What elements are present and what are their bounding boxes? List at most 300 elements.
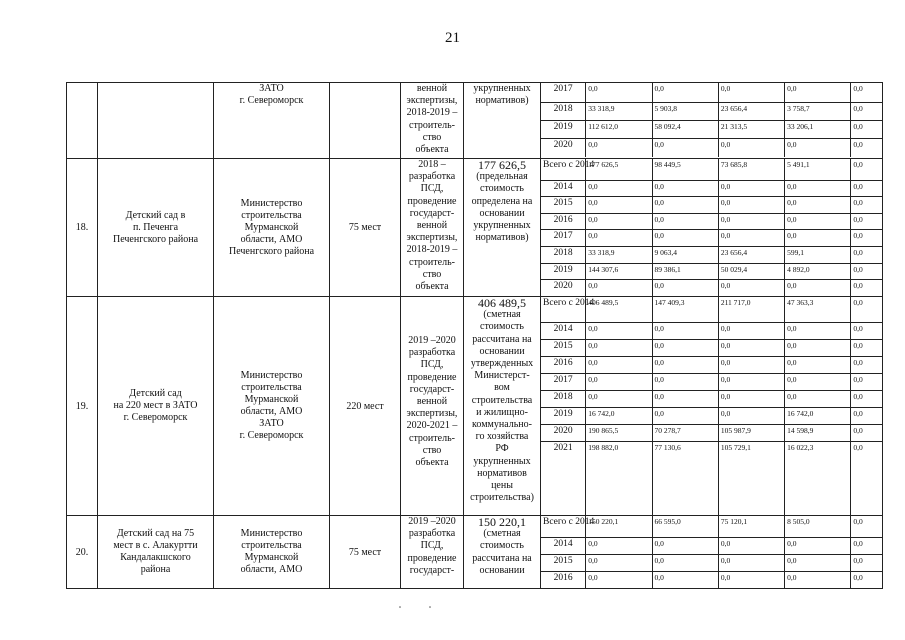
year-breakdown [541,297,882,515]
period [401,83,464,159]
year-value: 5 903,8 [652,102,718,120]
year-row [541,229,882,246]
year-value: 0,0 [718,554,784,571]
year-row [541,297,882,322]
period-line: 2018-2019 – [406,244,458,256]
year-row [541,83,882,102]
period-line: разработка [408,528,456,540]
cost-line: рассчитана на [472,552,532,564]
year-value: 0,0 [853,280,863,290]
name-line: Печенгского района [112,233,199,245]
year-label: 2019 [541,407,586,424]
name-line: на 220 мест в ЗАТО [113,400,198,411]
period-line: государст- [409,383,455,395]
customer-line: Мурманской [244,394,299,405]
cost-line: (сметная [483,528,521,540]
cost-line: го хозяйства [475,431,529,443]
customer-line: строительства [241,209,302,221]
period-line: ство [422,131,442,143]
period-line: ство [422,268,442,280]
customer-line: Печенгского района [228,245,315,257]
year-value: 23 656,4 [718,246,784,263]
year-value: 0,0 [718,407,784,424]
period-line: венной [416,396,448,408]
period-line: венной [416,220,448,232]
year-value: 0,0 [853,572,863,582]
year-value: 98 449,5 [652,159,718,180]
year-value: 0,0 [851,83,882,102]
year-value: 58 092,4 [652,120,718,138]
year-value: 0,0 [718,339,784,356]
year-value: 70 278,7 [652,424,718,441]
year-label: 2018 [541,102,586,120]
year-row [541,213,882,229]
year-row [541,138,882,157]
cost-line: укрупненных [473,83,531,94]
year-label: 2017 [541,373,586,390]
period-line: ПСД, [420,540,444,552]
year-value: 0,0 [718,196,784,213]
year-label: 2016 [541,213,586,229]
year-value: 0,0 [785,229,851,246]
year-value: 0,0 [652,229,718,246]
row-number [67,83,98,159]
period-line: разработка [408,171,456,183]
period-line: проведение [407,552,457,564]
year-row [541,424,882,441]
year-value: 0,0 [652,407,718,424]
cost-line: утвержденных [470,358,534,370]
year-label: 2016 [541,571,586,588]
cost-line: стоимость [480,540,524,552]
capacity [330,83,401,159]
year-value: 0,0 [851,297,882,322]
cost-line: и жилищно- [476,406,528,418]
year-value: 0,0 [785,279,851,296]
customer-line: г. Североморск [239,430,304,441]
year-value: 5 491,1 [785,159,851,180]
customer-line: Министерство [240,197,303,209]
year-value: 190 865,5 [586,424,652,441]
year-value: 0,0 [718,180,784,196]
year-breakdown [541,83,882,157]
cost-line: строительства [471,394,533,406]
year-value: 0,0 [785,138,851,157]
table-row [67,297,883,516]
years-cell [541,516,883,589]
object-name [98,297,214,516]
cost-line: стоимость [480,183,524,195]
year-value: 0,0 [586,229,652,246]
scan-dots [350,603,550,611]
period-line: строитель- [409,119,455,131]
year-value: 0,0 [586,196,652,213]
year-value: 0,0 [586,356,652,373]
year-value: 150 220,1 [586,516,652,537]
year-value: 89 386,1 [652,263,718,279]
cost-line: цены [491,480,513,492]
name-line: Детский сад на 75 [116,528,195,539]
year-value: 0,0 [586,571,652,588]
period-line: проведение [407,371,457,383]
year-value: 9 063,4 [652,246,718,263]
period-line: 2019 –2020 [408,516,456,527]
period-line: разработка [408,347,456,359]
year-value: 4 892,0 [785,263,851,279]
year-row [541,102,882,120]
year-value: 73 685,8 [718,159,784,180]
year-breakdown [541,159,882,296]
year-row [541,441,882,515]
year-value: 50 029,4 [718,263,784,279]
year-value: 112 612,0 [586,120,652,138]
year-value: 0,0 [718,537,784,554]
year-value: 105 987,9 [718,424,784,441]
year-label: 2015 [541,196,586,213]
year-value: 0,0 [851,263,882,279]
period-line: строитель- [409,432,455,444]
row-number: 20. [67,516,98,589]
year-value: 0,0 [586,339,652,356]
year-value: 0,0 [652,390,718,407]
cost-line: основании [479,207,525,219]
year-value: 0,0 [652,571,718,588]
period-line: ПСД, [420,183,444,195]
customer [214,297,330,516]
period [401,516,464,589]
year-row [541,196,882,213]
year-value: 16 742,0 [785,407,851,424]
cost-line: коммунально- [472,419,532,431]
year-value: 16 742,0 [586,407,652,424]
period-line: экспертизы, [406,95,458,107]
year-row [541,390,882,407]
period-line: ство [422,444,442,456]
year-label: 2014 [541,180,586,196]
year-value: 0,0 [652,356,718,373]
year-value: 105 729,1 [718,441,784,515]
cost-total: 150 220,1 [478,515,526,529]
period-line: венной [416,83,448,94]
year-row [541,322,882,339]
year-label: 2015 [541,554,586,571]
customer [214,83,330,159]
period-line: государст- [409,564,455,576]
cost-line: вом [494,382,510,394]
year-label: 2021 [541,441,586,515]
year-row [541,120,882,138]
period-line: экспертизы, [406,408,458,420]
year-value: 0,0 [785,571,851,588]
year-breakdown [541,516,882,588]
year-value: 0,0 [652,373,718,390]
customer-line: строительства [241,540,302,551]
year-label: Всего с 2014 [541,159,586,180]
year-value: 16 022,3 [785,441,851,515]
cost-line: (предельная [476,171,528,183]
year-value: 33 206,1 [785,120,851,138]
year-value: 3 758,7 [785,102,851,120]
cost-line: основании [479,345,525,357]
customer [214,159,330,297]
year-value: 0,0 [586,322,652,339]
year-value: 0,0 [718,571,784,588]
year-label: 2017 [541,229,586,246]
year-value: 0,0 [785,373,851,390]
year-value: 0,0 [586,537,652,554]
year-value: 8 505,0 [785,516,851,537]
cost-line: рассчитана на [472,333,532,345]
row-number: 19. [67,297,98,516]
year-value: 0,0 [586,373,652,390]
name-line: Детский сад [129,388,182,399]
year-value: 0,0 [853,442,863,452]
years-cell [541,159,883,297]
year-value: 0,0 [718,390,784,407]
cost-line: укрупненных [473,455,531,467]
year-value: 0,0 [586,83,652,102]
row-number: 18. [67,159,98,297]
year-value: 0,0 [652,322,718,339]
cost [464,297,541,516]
year-value: 0,0 [851,213,882,229]
customer-line: Министерство [240,370,303,381]
year-value: 0,0 [851,229,882,246]
cost-line: основании [479,564,525,576]
name-line: Детский сад в [125,209,186,221]
customer-line: области, АМО [240,233,303,245]
year-value: 0,0 [785,356,851,373]
year-value: 0,0 [652,83,718,102]
cost [464,83,541,159]
name-line: района [140,564,171,575]
customer-line: Мурманской [244,221,299,233]
year-value: 0,0 [851,196,882,213]
year-value: 77 130,6 [652,441,718,515]
year-value: 0,0 [851,246,882,263]
capacity: 220 мест [330,297,401,516]
year-value: 0,0 [586,390,652,407]
cost-line: укрупненных [473,220,531,232]
cost-line: строительства) [470,492,534,504]
year-value: 33 318,9 [586,246,652,263]
customer-line: строительства [241,382,302,393]
year-value: 0,0 [851,180,882,196]
year-value: 177 626,5 [586,159,652,180]
year-value: 0,0 [586,213,652,229]
name-line: Кандалакшского [120,552,191,563]
year-value: 0,0 [652,554,718,571]
year-value: 0,0 [785,322,851,339]
period-line: 2018-2019 – [406,107,458,119]
year-row [541,279,882,296]
period-line: ПСД, [420,359,444,371]
year-label: 2019 [541,263,586,279]
year-value: 147 409,3 [652,297,718,322]
year-value: 0,0 [785,554,851,571]
year-value: 0,0 [718,83,784,102]
cost-line: (сметная [483,309,521,321]
year-value: 406 489,5 [586,297,652,322]
year-value: 0,0 [586,279,652,296]
period [401,297,464,516]
year-row [541,180,882,196]
customer-line: Министерство [240,528,303,539]
cost-line: определена на [471,195,533,207]
name-line: п. Печенга [132,221,179,233]
year-value: 21 313,5 [718,120,784,138]
year-value: 0,0 [851,373,882,390]
year-value: 0,0 [652,279,718,296]
year-value: 0,0 [851,537,882,554]
year-value: 0,0 [785,196,851,213]
year-value: 0,0 [586,138,652,157]
year-value: 599,1 [785,246,851,263]
year-value: 66 595,0 [652,516,718,537]
year-label: Всего с 2014 [541,516,586,537]
customer-line: Мурманской [244,552,299,563]
period-line: объекта [415,457,449,469]
name-line: г. Североморск [123,412,188,423]
period-line: строитель- [409,256,455,268]
cost-line: нормативов [477,467,527,479]
year-value: 0,0 [851,390,882,407]
year-value: 0,0 [785,180,851,196]
year-value: 0,0 [785,390,851,407]
cost [464,516,541,589]
capacity: 75 мест [330,516,401,589]
year-row [541,263,882,279]
year-value: 0,0 [785,537,851,554]
object-name [98,83,214,159]
year-value: 0,0 [652,196,718,213]
period-line: экспертизы, [406,232,458,244]
year-value: 198 882,0 [586,441,652,515]
year-row [541,339,882,356]
period-line: 2020-2021 – [406,420,458,432]
customer-line: ЗАТО [259,83,284,94]
year-label: 2019 [541,120,586,138]
year-value: 0,0 [785,339,851,356]
year-value: 0,0 [851,339,882,356]
year-value: 0,0 [586,554,652,571]
cost-total: 406 489,5 [478,296,526,310]
period-line: проведение [407,195,457,207]
period-line: 2019 –2020 [408,335,456,346]
capacity: 75 мест [330,159,401,297]
year-label: 2018 [541,390,586,407]
year-value: 0,0 [851,102,882,120]
cost-line: стоимость [480,321,524,333]
year-label: 2020 [541,279,586,296]
cost-line: РФ [495,443,509,455]
year-value: 0,0 [785,83,851,102]
cost-line: нормативов) [475,95,529,107]
year-row [541,356,882,373]
year-value: 144 307,6 [586,263,652,279]
year-value: 0,0 [718,213,784,229]
period-line: государст- [409,207,455,219]
year-value: 0,0 [718,138,784,157]
year-value: 0,0 [652,537,718,554]
year-value: 211 717,0 [718,297,784,322]
year-value: 0,0 [851,159,882,180]
year-row [541,516,882,537]
year-value: 75 120,1 [718,516,784,537]
table-row [67,83,883,159]
year-row [541,159,882,180]
customer-line: области, АМО [240,564,303,575]
page-number: 21 [445,30,460,46]
customer [214,516,330,589]
year-value: 0,0 [851,322,882,339]
year-value: 0,0 [652,213,718,229]
data-table [66,82,883,589]
year-label: 2020 [541,424,586,441]
year-value: 0,0 [652,180,718,196]
customer-line: г. Североморск [239,95,304,106]
object-name [98,516,214,589]
year-label: 2018 [541,246,586,263]
name-line: мест в с. Алакуртти [113,540,198,551]
year-row [541,373,882,390]
period-line: 2018 – [418,159,446,170]
year-label: 2017 [541,83,586,102]
years-cell [541,297,883,516]
year-value: 0,0 [851,424,882,441]
year-value: 0,0 [785,213,851,229]
cost-total: 177 626,5 [478,158,526,172]
year-label: 2015 [541,339,586,356]
year-value: 14 598,9 [785,424,851,441]
year-value: 0,0 [851,356,882,373]
period [401,159,464,297]
year-label: 2016 [541,356,586,373]
year-row [541,246,882,263]
object-name [98,159,214,297]
year-value: 23 656,4 [718,102,784,120]
year-row [541,537,882,554]
year-value: 0,0 [718,279,784,296]
years-cell [541,83,883,159]
table-row [67,159,883,297]
year-value: 33 318,9 [586,102,652,120]
year-value: 0,0 [851,120,882,138]
year-value: 47 363,3 [785,297,851,322]
period-line: объекта [415,144,449,156]
year-value: 0,0 [718,373,784,390]
year-label: 2020 [541,138,586,157]
cost-line: Министерст- [474,370,530,382]
year-value: 0,0 [586,180,652,196]
cost [464,159,541,297]
year-value: 0,0 [652,339,718,356]
year-value: 0,0 [851,554,882,571]
year-row [541,407,882,424]
year-value: 0,0 [853,139,863,149]
year-label: 2014 [541,322,586,339]
table-row [67,516,883,589]
year-row [541,554,882,571]
year-value: 0,0 [718,356,784,373]
year-value: 0,0 [718,229,784,246]
year-value: 0,0 [851,516,882,537]
year-row [541,571,882,588]
customer-line: ЗАТО [259,418,284,429]
year-label: 2014 [541,537,586,554]
year-value: 0,0 [851,407,882,424]
year-label: Всего с 2014 [541,297,586,322]
